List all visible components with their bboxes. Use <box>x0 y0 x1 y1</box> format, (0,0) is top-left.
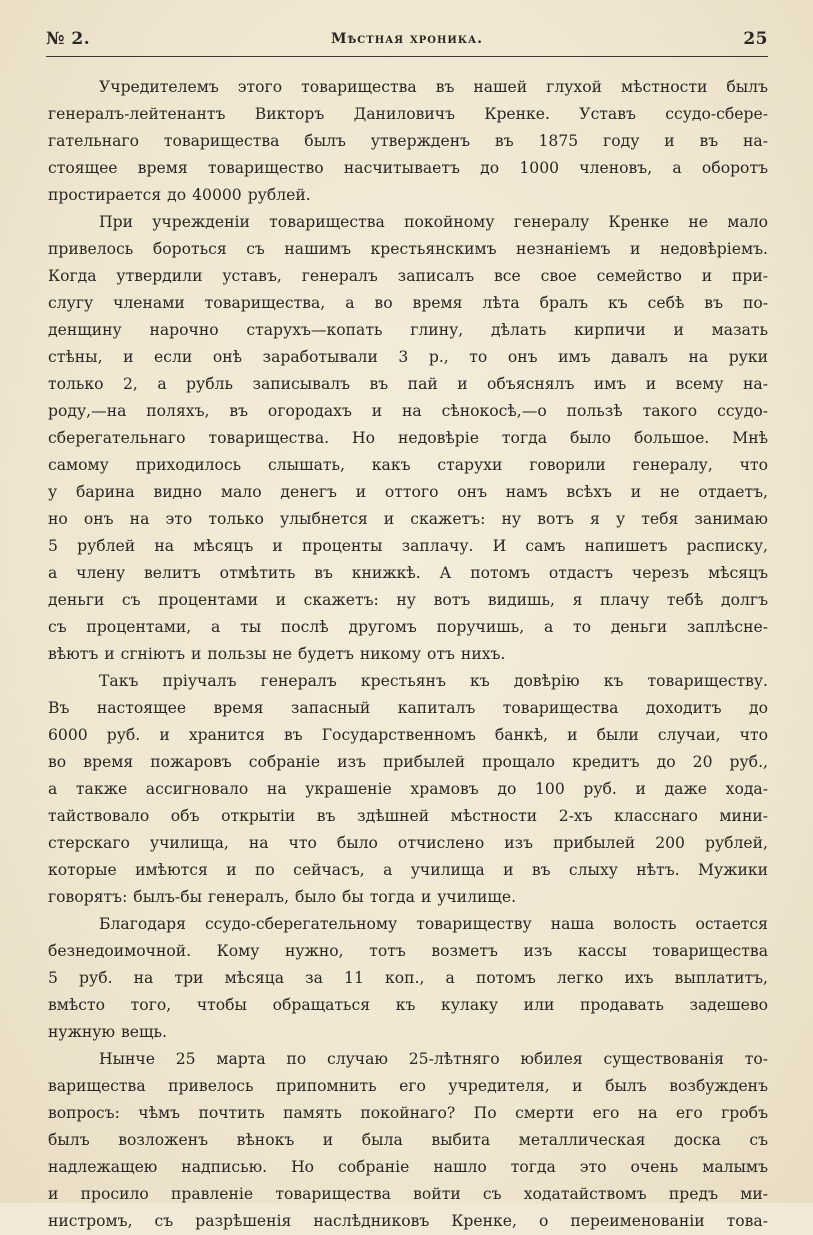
text-line: слугу членами товарищества, а во время лѣта бралъ къ себѣ въ по- <box>48 294 768 312</box>
text-line: вмѣсто того, чтобы обращаться къ кулаку или продавать задешево <box>48 996 768 1014</box>
running-head <box>46 26 768 52</box>
text-line: генералъ-лейтенантъ Викторъ Даниловичъ Кренке. Уставъ ссудо-сбере- <box>48 105 768 123</box>
text-line: Въ настоящее время запасный капиталъ товарищества доходитъ до <box>48 699 768 717</box>
text-line: нужную вещь. <box>48 1023 167 1041</box>
text-line: тайствовало объ открытіи въ здѣшней мѣстности 2-хъ класснаго мини- <box>48 807 768 825</box>
text-line: Когда утвердили уставъ, генералъ записалъ все свое семейство и при- <box>48 267 768 285</box>
page-number: 25 <box>743 29 768 49</box>
text-line: нистромъ, съ разрѣшенія наслѣдниковъ Кренке, о переименованіи това- <box>48 1212 768 1230</box>
text-line: безнедоимочной. Кому нужно, тотъ возметъ изъ кассы товарищества <box>48 942 768 960</box>
text-line: привелось бороться съ нашимъ крестьянскимъ незнаніемъ и недовѣріемъ. <box>48 240 768 258</box>
text-line: денщину нарочно старухъ—копать глину, дѣлать кирпичи и мазать <box>48 321 768 339</box>
text-line: Такъ пріучалъ генералъ крестьянъ къ довѣрію къ товариществу. <box>99 672 768 690</box>
text-line: Благодаря ссудо-сберегательному товариществу наша волость остается <box>99 915 768 933</box>
text-line: варищества привелось припомнить его учредителя, и былъ возбужденъ <box>48 1077 768 1095</box>
text-line: простирается до 40000 рублей. <box>48 186 311 204</box>
text-line: но онъ на это только улыбнется и скажетъ: ну вотъ я у тебя занимаю <box>48 510 768 528</box>
text-line: 5 рублей на мѣсяцъ и проценты заплачу. И самъ напишетъ расписку, <box>48 537 768 555</box>
text-line: стерскаго училища, на что было отчислено изъ прибылей 200 рублей, <box>48 834 768 852</box>
text-line: При учрежденіи товарищества покойному генералу Кренке не мало <box>99 213 768 231</box>
text-line: Учредителемъ этого товарищества въ нашей глухой мѣстности былъ <box>99 78 768 96</box>
text-line: надлежащею надписью. Но собраніе нашло тогда это очень малымъ <box>48 1158 768 1176</box>
text-line: и просило правленіе товарищества войти съ ходатайствомъ предъ ми- <box>48 1185 768 1203</box>
section-title: Мѣстная хроника. <box>331 31 483 47</box>
text-line: 5 руб. на три мѣсяца за 11 коп., а потомъ легко ихъ выплатитъ, <box>48 969 768 987</box>
text-line: самому приходилось слышать, какъ старухи говорили генералу, что <box>48 456 768 474</box>
text-line: а также ассигновало на украшеніе храмовъ до 100 руб. и даже хода- <box>48 780 768 798</box>
header-rule <box>46 56 768 57</box>
text-line: деньги съ процентами и скажетъ: ну вотъ видишь, я плачу тебѣ долгъ <box>48 591 768 609</box>
text-line: 6000 руб. и хранится въ Государственномъ банкѣ, и были случаи, что <box>48 726 768 744</box>
text-line: вѣютъ и сгніютъ и пользы не будетъ никому отъ нихъ. <box>48 645 506 663</box>
issue-number: № 2. <box>46 29 91 49</box>
text-line: только 2, а рубль записывалъ въ пай и объяснялъ имъ и всему на- <box>48 375 768 393</box>
text-line: съ процентами, а ты послѣ другомъ поручишь, а то деньги заплѣсне- <box>48 618 768 636</box>
article-body <box>48 74 768 1235</box>
text-line: стѣны, и если онѣ заработывали 3 р., то онъ имъ давалъ на руки <box>48 348 768 366</box>
text-line: гательнаго товарищества былъ утвержденъ въ 1875 году и въ на- <box>48 132 768 150</box>
text-line: роду,—на поляхъ, въ огородахъ и на сѣнокосѣ,—о пользѣ такого ссудо- <box>48 402 768 420</box>
text-line: былъ возложенъ вѣнокъ и была выбита металлическая доска съ <box>48 1131 768 1149</box>
text-line: говорятъ: былъ-бы генералъ, было бы тогда и училище. <box>48 888 517 906</box>
text-line: во время пожаровъ собраніе изъ прибылей прощало кредитъ до 20 руб., <box>48 753 768 771</box>
text-line: стоящее время товарищество насчитываетъ до 1000 членовъ, а оборотъ <box>48 159 768 177</box>
text-line: у барина видно мало денегъ и оттого онъ намъ всѣхъ и не отдаетъ, <box>48 483 768 501</box>
text-line: которые имѣются и по сейчасъ, а училища и въ слыху нѣтъ. Мужики <box>48 861 768 879</box>
text-line: вопросъ: чѣмъ почтить память покойнаго? По смерти его на его гробъ <box>48 1104 768 1122</box>
text-line: Нынче 25 марта по случаю 25-лѣтняго юбилея существованія то- <box>99 1050 768 1068</box>
text-line: а члену велитъ отмѣтить въ книжкѣ. А потомъ отдастъ черезъ мѣсяцъ <box>48 564 768 582</box>
text-line: сберегательнаго товарищества. Но недовѣріе тогда было большое. Мнѣ <box>48 429 768 447</box>
